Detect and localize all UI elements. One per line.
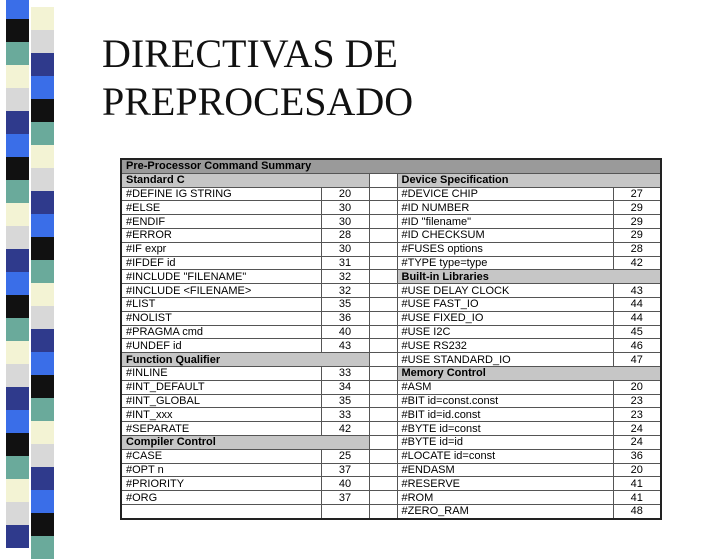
spacer-cell (369, 408, 397, 422)
command-summary-table (120, 158, 662, 520)
directive-left: #INT_GLOBAL (121, 394, 321, 408)
directive-right: #ZERO_RAM (397, 504, 613, 518)
page-number-right: 23 (613, 394, 661, 408)
sidebar-block (6, 318, 29, 341)
table-row (121, 504, 661, 518)
directive-left: #ENDIF (121, 215, 321, 229)
spacer-cell (369, 173, 397, 187)
sidebar-block (31, 237, 54, 260)
sidebar-block (31, 30, 54, 53)
directive-left: #PRAGMA cmd (121, 325, 321, 339)
directive-right: #ID CHECKSUM (397, 228, 613, 242)
sidebar-block (6, 341, 29, 364)
section-header-right: Memory Control (397, 366, 661, 380)
sidebar-block (6, 42, 29, 65)
sidebar-block (6, 295, 29, 318)
sidebar-block (6, 203, 29, 226)
page-number-left: 40 (321, 325, 369, 339)
spacer-cell (369, 394, 397, 408)
page-number-left: 36 (321, 311, 369, 325)
sidebar-block (6, 433, 29, 456)
spacer-cell (369, 366, 397, 380)
table-row (121, 256, 661, 270)
page-number-left: 37 (321, 463, 369, 477)
sidebar-block (31, 122, 54, 145)
page-number-right: 24 (613, 435, 661, 449)
page-number-left: 37 (321, 491, 369, 505)
table-row (121, 215, 661, 229)
table-row (121, 353, 661, 367)
spacer-cell (369, 256, 397, 270)
directive-right: #ROM (397, 491, 613, 505)
directive-left: #PRIORITY (121, 477, 321, 491)
sidebar-block (6, 88, 29, 111)
spacer-cell (369, 463, 397, 477)
sidebar-block (6, 410, 29, 433)
page-number-right: 24 (613, 422, 661, 436)
page-number-right: 29 (613, 228, 661, 242)
sidebar-block (31, 283, 54, 306)
page-number-left: 32 (321, 270, 369, 284)
spacer-cell (369, 491, 397, 505)
sidebar-block (6, 456, 29, 479)
spacer-cell (369, 435, 397, 449)
sidebar-block (6, 0, 29, 19)
table-row (121, 463, 661, 477)
section-header-left: Compiler Control (121, 435, 369, 449)
directive-left (121, 504, 321, 518)
spacer-cell (369, 325, 397, 339)
directive-right: #FUSES options (397, 242, 613, 256)
page-number-left: 31 (321, 256, 369, 270)
page-number-left: 32 (321, 284, 369, 298)
sidebar-block (6, 387, 29, 410)
table-row (121, 366, 661, 380)
directive-left: #OPT n (121, 463, 321, 477)
sidebar-block (31, 53, 54, 76)
directive-right: #BYTE id=const (397, 422, 613, 436)
table-row (121, 242, 661, 256)
sidebar-block (31, 214, 54, 237)
sidebar-block (31, 329, 54, 352)
page-number-left: 30 (321, 215, 369, 229)
sidebar-block (6, 479, 29, 502)
directive-left: #INCLUDE <FILENAME> (121, 284, 321, 298)
spacer-cell (369, 477, 397, 491)
page-number-left: 40 (321, 477, 369, 491)
table-row (121, 311, 661, 325)
directive-right: #RESERVE (397, 477, 613, 491)
page-number-right: 20 (613, 463, 661, 477)
table-row (121, 449, 661, 463)
directive-right: #LOCATE id=const (397, 449, 613, 463)
table-row (121, 477, 661, 491)
page-number-right: 41 (613, 491, 661, 505)
page-number-left: 30 (321, 242, 369, 256)
spacer-cell (369, 270, 397, 284)
page-number-right: 20 (613, 380, 661, 394)
sidebar-block (6, 134, 29, 157)
table-row (121, 325, 661, 339)
page-number-right: 44 (613, 297, 661, 311)
spacer-cell (369, 284, 397, 298)
page-number-left: 20 (321, 187, 369, 201)
page-number-right: 44 (613, 311, 661, 325)
table-row (121, 297, 661, 311)
spacer-cell (369, 449, 397, 463)
directive-right: #USE RS232 (397, 339, 613, 353)
sidebar-block (6, 226, 29, 249)
sidebar-block (31, 7, 54, 30)
page-number-left: 33 (321, 366, 369, 380)
directive-left: #DEFINE IG STRING (121, 187, 321, 201)
directive-left: #INCLUDE "FILENAME" (121, 270, 321, 284)
directive-right: #USE I2C (397, 325, 613, 339)
directive-left: #ORG (121, 491, 321, 505)
table-row (121, 187, 661, 201)
sidebar-block (6, 65, 29, 88)
table-row (121, 339, 661, 353)
page-number-right: 42 (613, 256, 661, 270)
directive-right: #BIT id=id.const (397, 408, 613, 422)
directive-right: #USE FAST_IO (397, 297, 613, 311)
directive-left: #IF expr (121, 242, 321, 256)
directive-left: #IFDEF id (121, 256, 321, 270)
table-row (121, 270, 661, 284)
page-number-right: 29 (613, 215, 661, 229)
directive-left: #ERROR (121, 228, 321, 242)
spacer-cell (369, 504, 397, 518)
spacer-cell (369, 339, 397, 353)
directive-right: #USE STANDARD_IO (397, 353, 613, 367)
table-row (121, 422, 661, 436)
sidebar-block (31, 490, 54, 513)
sidebar-block (31, 145, 54, 168)
section-header-left: Function Qualifier (121, 353, 369, 367)
spacer-cell (369, 187, 397, 201)
sidebar-block (6, 502, 29, 525)
directive-left: #CASE (121, 449, 321, 463)
spacer-cell (369, 228, 397, 242)
slide-title-line-1: DIRECTIVAS DE (102, 31, 398, 76)
sidebar-block (31, 398, 54, 421)
sidebar-block (31, 467, 54, 490)
page-number-right: 29 (613, 201, 661, 215)
directive-right: #BIT id=const.const (397, 394, 613, 408)
directive-left: #INT_xxx (121, 408, 321, 422)
page-number-right: 23 (613, 408, 661, 422)
sidebar-block (31, 352, 54, 375)
decorative-sidebar (0, 0, 58, 540)
directive-right: #USE DELAY CLOCK (397, 284, 613, 298)
page-number-right: 28 (613, 242, 661, 256)
section-header-left: Standard C (121, 173, 369, 187)
section-header-right: Built-in Libraries (397, 270, 661, 284)
directive-right: #ID NUMBER (397, 201, 613, 215)
page-number-left: 30 (321, 201, 369, 215)
spacer-cell (369, 311, 397, 325)
spacer-cell (369, 215, 397, 229)
directive-left: #LIST (121, 297, 321, 311)
slide-title (102, 30, 413, 126)
page-number-right: 45 (613, 325, 661, 339)
page-number-right: 36 (613, 449, 661, 463)
spacer-cell (369, 380, 397, 394)
directive-right: #USE FIXED_IO (397, 311, 613, 325)
sidebar-block (31, 76, 54, 99)
table-row (121, 284, 661, 298)
table-row (121, 491, 661, 505)
page-number-right: 43 (613, 284, 661, 298)
directive-left: #SEPARATE (121, 422, 321, 436)
table-row (121, 173, 661, 187)
page-number-left: 35 (321, 394, 369, 408)
directive-left: #INLINE (121, 366, 321, 380)
table-row (121, 435, 661, 449)
page-number-left: 33 (321, 408, 369, 422)
sidebar-block (31, 306, 54, 329)
table-caption-row (121, 159, 661, 173)
sidebar-block (31, 536, 54, 559)
spacer-cell (369, 242, 397, 256)
page-number-left: 35 (321, 297, 369, 311)
page-number-right: 41 (613, 477, 661, 491)
sidebar-block (31, 168, 54, 191)
sidebar-block (6, 249, 29, 272)
sidebar-block (31, 444, 54, 467)
slide-title-line-2: PREPROCESADO (102, 79, 414, 124)
sidebar-block (6, 180, 29, 203)
spacer-cell (369, 297, 397, 311)
sidebar-block (31, 375, 54, 398)
spacer-cell (369, 422, 397, 436)
sidebar-block (31, 99, 54, 122)
page-number-left: 42 (321, 422, 369, 436)
directive-left: #INT_DEFAULT (121, 380, 321, 394)
table-row (121, 201, 661, 215)
table-row (121, 408, 661, 422)
sidebar-block (6, 272, 29, 295)
section-header-right: Device Specification (397, 173, 661, 187)
sidebar-block (6, 364, 29, 387)
page-number-right: 27 (613, 187, 661, 201)
directive-left: #ELSE (121, 201, 321, 215)
table-row (121, 228, 661, 242)
spacer-cell (369, 353, 397, 367)
directive-left: #NOLIST (121, 311, 321, 325)
sidebar-block (6, 111, 29, 134)
directive-right: #ID "filename" (397, 215, 613, 229)
page-number-right: 47 (613, 353, 661, 367)
sidebar-block (6, 525, 29, 548)
sidebar-block (31, 191, 54, 214)
table-caption: Pre-Processor Command Summary (121, 159, 661, 173)
directive-right: #TYPE type=type (397, 256, 613, 270)
page-number-left: 34 (321, 380, 369, 394)
directive-right: #BYTE id=id (397, 435, 613, 449)
directive-right: #ASM (397, 380, 613, 394)
table-row (121, 380, 661, 394)
table-row (121, 394, 661, 408)
page-number-left (321, 504, 369, 518)
directive-right: #ENDASM (397, 463, 613, 477)
sidebar-block (31, 513, 54, 536)
directive-right: #DEVICE CHIP (397, 187, 613, 201)
page-number-left: 28 (321, 228, 369, 242)
sidebar-block (6, 19, 29, 42)
sidebar-block (6, 157, 29, 180)
page-number-right: 46 (613, 339, 661, 353)
spacer-cell (369, 201, 397, 215)
sidebar-block (31, 421, 54, 444)
page-number-right: 48 (613, 504, 661, 518)
sidebar-block (31, 260, 54, 283)
page-number-left: 25 (321, 449, 369, 463)
directive-left: #UNDEF id (121, 339, 321, 353)
page-number-left: 43 (321, 339, 369, 353)
